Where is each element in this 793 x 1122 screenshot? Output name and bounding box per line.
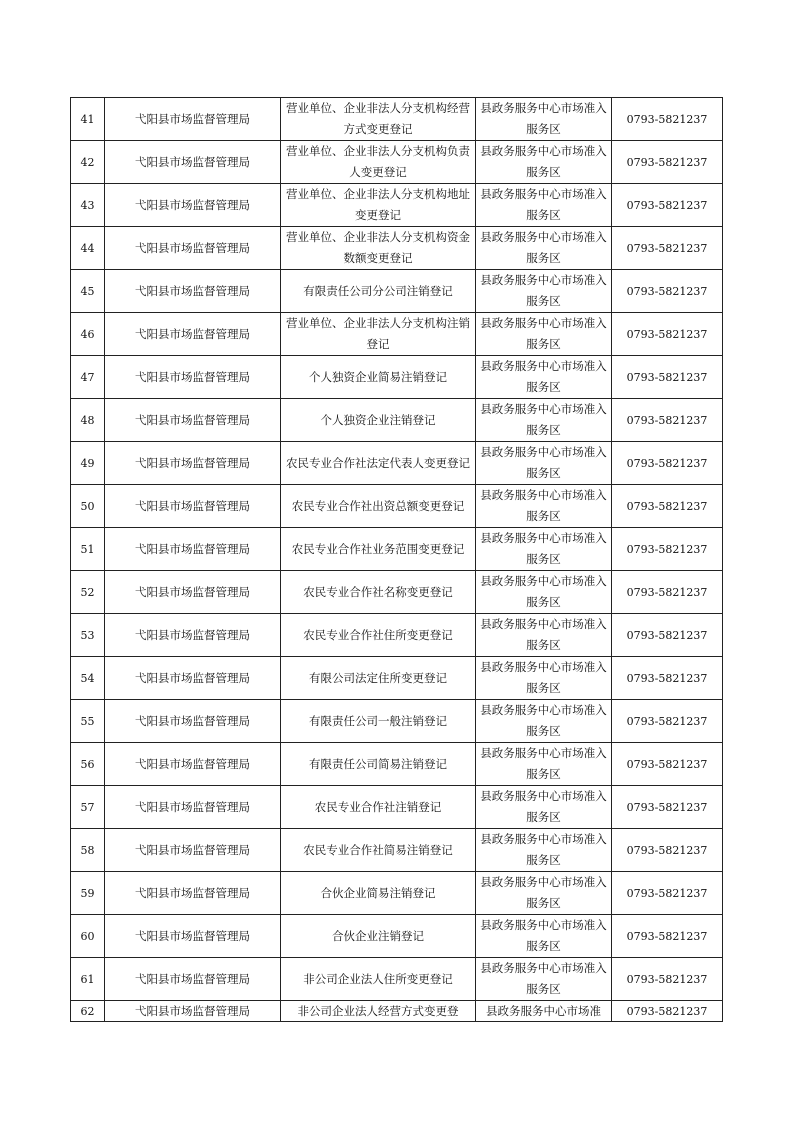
row-number: 51 <box>71 528 105 571</box>
agency-cell: 弋阳县市场监督管理局 <box>105 915 281 958</box>
phone-cell: 0793-5821237 <box>612 958 723 1001</box>
table-row <box>71 313 723 356</box>
table-row <box>71 356 723 399</box>
table-row <box>71 399 723 442</box>
location-cell: 县政务服务中心市场准入服务区 <box>476 270 612 313</box>
service-item-cell: 有限责任公司分公司注销登记 <box>281 270 476 313</box>
phone-cell: 0793-5821237 <box>612 98 723 141</box>
row-number: 56 <box>71 743 105 786</box>
row-number: 44 <box>71 227 105 270</box>
table-row <box>71 872 723 915</box>
location-cell: 县政务服务中心市场准入服务区 <box>476 915 612 958</box>
row-number: 55 <box>71 700 105 743</box>
agency-cell: 弋阳县市场监督管理局 <box>105 399 281 442</box>
agency-cell: 弋阳县市场监督管理局 <box>105 442 281 485</box>
agency-cell: 弋阳县市场监督管理局 <box>105 227 281 270</box>
service-item-cell: 营业单位、企业非法人分支机构经营方式变更登记 <box>281 98 476 141</box>
agency-cell: 弋阳县市场监督管理局 <box>105 1001 281 1022</box>
row-number: 48 <box>71 399 105 442</box>
phone-cell: 0793-5821237 <box>612 313 723 356</box>
table-body <box>71 98 723 1022</box>
row-number: 61 <box>71 958 105 1001</box>
phone-cell: 0793-5821237 <box>612 743 723 786</box>
row-number: 60 <box>71 915 105 958</box>
agency-cell: 弋阳县市场监督管理局 <box>105 141 281 184</box>
service-item-cell: 农民专业合作社法定代表人变更登记 <box>281 442 476 485</box>
phone-cell: 0793-5821237 <box>612 141 723 184</box>
location-cell: 县政务服务中心市场准入服务区 <box>476 872 612 915</box>
table-row <box>71 571 723 614</box>
phone-cell: 0793-5821237 <box>612 571 723 614</box>
row-number: 57 <box>71 786 105 829</box>
row-number: 50 <box>71 485 105 528</box>
location-cell: 县政务服务中心市场准入服务区 <box>476 98 612 141</box>
location-cell: 县政务服务中心市场准入服务区 <box>476 700 612 743</box>
agency-cell: 弋阳县市场监督管理局 <box>105 872 281 915</box>
phone-cell: 0793-5821237 <box>612 657 723 700</box>
table-row <box>71 98 723 141</box>
table-row <box>71 700 723 743</box>
service-item-cell: 农民专业合作社名称变更登记 <box>281 571 476 614</box>
agency-cell: 弋阳县市场监督管理局 <box>105 356 281 399</box>
row-number: 59 <box>71 872 105 915</box>
phone-cell: 0793-5821237 <box>612 786 723 829</box>
table-row <box>71 184 723 227</box>
phone-cell: 0793-5821237 <box>612 227 723 270</box>
row-number: 58 <box>71 829 105 872</box>
row-number: 49 <box>71 442 105 485</box>
agency-cell: 弋阳县市场监督管理局 <box>105 270 281 313</box>
table-row <box>71 657 723 700</box>
location-cell: 县政务服务中心市场准入服务区 <box>476 786 612 829</box>
agency-cell: 弋阳县市场监督管理局 <box>105 528 281 571</box>
location-cell: 县政务服务中心市场准入服务区 <box>476 528 612 571</box>
table-row <box>71 485 723 528</box>
row-number: 52 <box>71 571 105 614</box>
service-item-cell: 个人独资企业注销登记 <box>281 399 476 442</box>
service-item-cell: 营业单位、企业非法人分支机构地址变更登记 <box>281 184 476 227</box>
location-cell: 县政务服务中心市场准入服务区 <box>476 485 612 528</box>
phone-cell: 0793-5821237 <box>612 399 723 442</box>
table-row <box>71 141 723 184</box>
agency-cell: 弋阳县市场监督管理局 <box>105 485 281 528</box>
row-number: 53 <box>71 614 105 657</box>
service-item-cell: 有限公司法定住所变更登记 <box>281 657 476 700</box>
service-item-cell: 合伙企业注销登记 <box>281 915 476 958</box>
agency-cell: 弋阳县市场监督管理局 <box>105 98 281 141</box>
agency-cell: 弋阳县市场监督管理局 <box>105 829 281 872</box>
phone-cell: 0793-5821237 <box>612 528 723 571</box>
location-cell: 县政务服务中心市场准入服务区 <box>476 743 612 786</box>
row-number: 54 <box>71 657 105 700</box>
agency-cell: 弋阳县市场监督管理局 <box>105 743 281 786</box>
service-item-cell: 农民专业合作社出资总额变更登记 <box>281 485 476 528</box>
location-cell: 县政务服务中心市场准入服务区 <box>476 829 612 872</box>
phone-cell: 0793-5821237 <box>612 700 723 743</box>
row-number: 45 <box>71 270 105 313</box>
phone-cell: 0793-5821237 <box>612 270 723 313</box>
phone-cell: 0793-5821237 <box>612 614 723 657</box>
service-item-cell: 非公司企业法人经营方式变更登 <box>281 1001 476 1022</box>
row-number: 62 <box>71 1001 105 1022</box>
table-row <box>71 1001 723 1022</box>
table-row <box>71 829 723 872</box>
agency-cell: 弋阳县市场监督管理局 <box>105 571 281 614</box>
service-item-cell: 农民专业合作社住所变更登记 <box>281 614 476 657</box>
location-cell: 县政务服务中心市场准入服务区 <box>476 141 612 184</box>
agency-cell: 弋阳县市场监督管理局 <box>105 786 281 829</box>
agency-cell: 弋阳县市场监督管理局 <box>105 700 281 743</box>
service-item-cell: 营业单位、企业非法人分支机构资金数额变更登记 <box>281 227 476 270</box>
service-item-cell: 非公司企业法人住所变更登记 <box>281 958 476 1001</box>
service-item-cell: 合伙企业简易注销登记 <box>281 872 476 915</box>
row-number: 43 <box>71 184 105 227</box>
table-row <box>71 743 723 786</box>
phone-cell: 0793-5821237 <box>612 1001 723 1022</box>
agency-cell: 弋阳县市场监督管理局 <box>105 614 281 657</box>
location-cell: 县政务服务中心市场准入服务区 <box>476 227 612 270</box>
table-row <box>71 786 723 829</box>
service-item-cell: 有限责任公司简易注销登记 <box>281 743 476 786</box>
location-cell: 县政务服务中心市场准入服务区 <box>476 571 612 614</box>
table-row <box>71 614 723 657</box>
location-cell: 县政务服务中心市场准入服务区 <box>476 442 612 485</box>
location-cell: 县政务服务中心市场准入服务区 <box>476 958 612 1001</box>
location-cell: 县政务服务中心市场准入服务区 <box>476 657 612 700</box>
service-item-cell: 农民专业合作社注销登记 <box>281 786 476 829</box>
phone-cell: 0793-5821237 <box>612 442 723 485</box>
location-cell: 县政务服务中心市场准入服务区 <box>476 614 612 657</box>
agency-cell: 弋阳县市场监督管理局 <box>105 184 281 227</box>
table-row <box>71 958 723 1001</box>
agency-cell: 弋阳县市场监督管理局 <box>105 958 281 1001</box>
location-cell: 县政务服务中心市场准入服务区 <box>476 356 612 399</box>
row-number: 42 <box>71 141 105 184</box>
service-item-cell: 农民专业合作社简易注销登记 <box>281 829 476 872</box>
service-item-cell: 有限责任公司一般注销登记 <box>281 700 476 743</box>
location-cell: 县政务服务中心市场准入服务区 <box>476 184 612 227</box>
service-item-cell: 营业单位、企业非法人分支机构注销登记 <box>281 313 476 356</box>
phone-cell: 0793-5821237 <box>612 356 723 399</box>
service-item-cell: 营业单位、企业非法人分支机构负责人变更登记 <box>281 141 476 184</box>
table-row <box>71 915 723 958</box>
agency-cell: 弋阳县市场监督管理局 <box>105 657 281 700</box>
location-cell: 县政务服务中心市场准 <box>476 1001 612 1022</box>
service-item-cell: 个人独资企业简易注销登记 <box>281 356 476 399</box>
location-cell: 县政务服务中心市场准入服务区 <box>476 399 612 442</box>
service-table <box>70 97 723 1022</box>
table-row <box>71 442 723 485</box>
table-row <box>71 270 723 313</box>
table-row <box>71 227 723 270</box>
phone-cell: 0793-5821237 <box>612 184 723 227</box>
phone-cell: 0793-5821237 <box>612 829 723 872</box>
row-number: 46 <box>71 313 105 356</box>
location-cell: 县政务服务中心市场准入服务区 <box>476 313 612 356</box>
row-number: 47 <box>71 356 105 399</box>
phone-cell: 0793-5821237 <box>612 485 723 528</box>
table-row <box>71 528 723 571</box>
row-number: 41 <box>71 98 105 141</box>
phone-cell: 0793-5821237 <box>612 915 723 958</box>
phone-cell: 0793-5821237 <box>612 872 723 915</box>
agency-cell: 弋阳县市场监督管理局 <box>105 313 281 356</box>
service-item-cell: 农民专业合作社业务范围变更登记 <box>281 528 476 571</box>
